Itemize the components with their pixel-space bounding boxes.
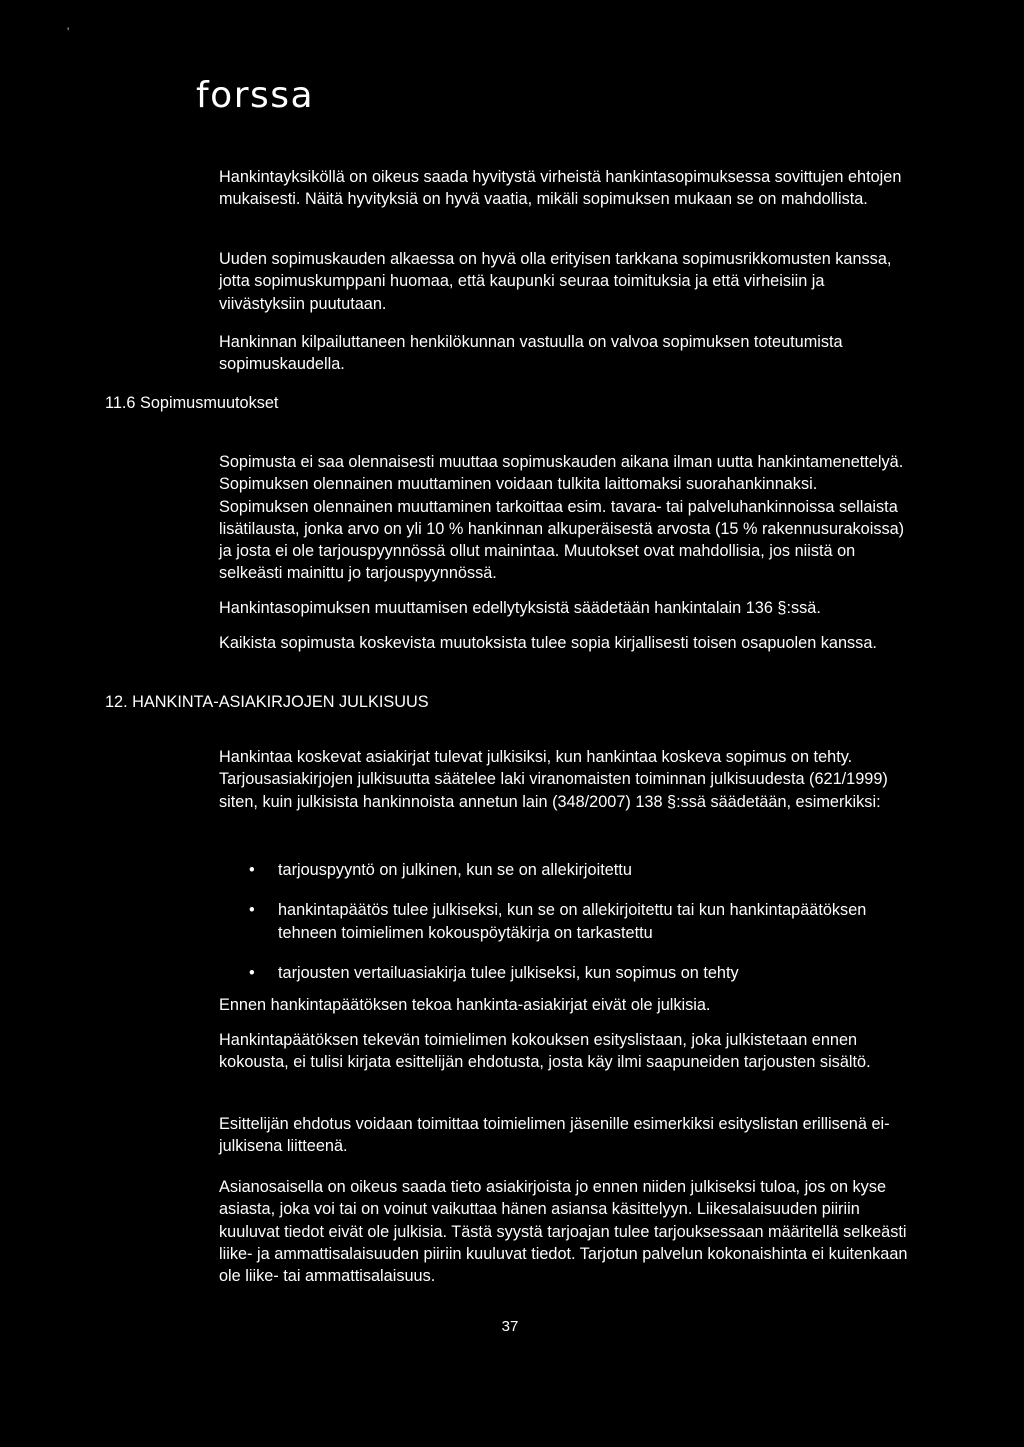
heading-sopimusmuutokset: 11.6 Sopimusmuutokset <box>105 394 279 412</box>
list-item-text: hankintapäätös tulee julkiseksi, kun se on allekirjoitettu tai kun hankintapäätöksen tehneen toimielimen kokouspöytäkirja on tarkastettu <box>278 901 867 942</box>
list-item <box>219 962 909 984</box>
bullet-icon: • <box>249 861 255 879</box>
forssa-logo: forssa <box>196 75 315 116</box>
list-item <box>219 859 909 881</box>
list-item-text: tarjousten vertailuasiakirja tulee julkiseksi, kun sopimus on tehty <box>278 963 739 982</box>
paragraph-valvonta: Hankinnan kilpailuttaneen henkilökunnan vastuulla on valvoa sopimuksen toteutumista sopimuskaudella. <box>219 333 843 374</box>
corner-mark: ' <box>67 25 70 39</box>
heading-julkisuus: 12. HANKINTA-ASIAKIRJOJEN JULKISUUS <box>105 693 429 711</box>
list-item-text: tarjouspyyntö on julkinen, kun se on allekirjoitettu <box>278 861 632 879</box>
paragraph-asianosainen: Asianosaisella on oikeus saada tieto asiakirjoista jo ennen niiden julkiseksi tuloa, jos on kyse asiasta, joka voi tai on voinut vaikuttaa hänen asiansa käsittelyyn. Liikesalaisuuden piiriin kuuluvat tiedot eivät ole julkisia. Tästä syystä tarjoajan tulee tarjouksessaan määritellä selkeästi liike- ja ammattisalaisuuden piiriin kuuluvat tiedot. Tarjotun palvelun kokonaishinta ei kuitenkaan ole liike- tai ammattisalaisuus. <box>219 1178 908 1286</box>
page-number: 37 <box>501 1318 519 1335</box>
julkisuus-list <box>219 859 909 984</box>
paragraph-sopimuskausi: Uuden sopimuskauden alkaessa on hyvä olla erityisen tarkkana sopimusrikkomusten kanssa, jotta sopimuskumppani huomaa, että kaupunki seuraa toimituksia ja että virheisiin ja viivästyksiin puututaan. <box>219 250 892 313</box>
paragraph-kirjallisesti: Kaikista sopimusta koskevista muutoksista tulee sopia kirjallisesti toisen osapuolen kanssa. <box>219 634 877 652</box>
paragraph-esityslista: Hankintapäätöksen tekevän toimielimen kokouksen esityslistaan, joka julkistetaan ennen kokousta, ei tulisi kirjata esittelijän ehdotusta, josta käy ilmi saapuneiden tarjousten sisältö. <box>219 1031 871 1072</box>
list-item <box>219 899 909 944</box>
paragraph-olennainen-muutos: Sopimusta ei saa olennaisesti muuttaa sopimuskauden aikana ilman uutta hankintamenettelyä. Sopimuksen olennainen muuttaminen voidaan tulkita laittomaksi suorahankinnaksi. Sopimuksen olennainen muuttaminen tarkoittaa esim. tavara- tai palveluhankinnoissa sellaista lisätilausta, jonka arvo on yli 10 % hankinnan alkuperäisestä arvosta (15 % rakennusurakoissa) ja josta ei ole tarjouspyynnössä ollut mainintaa. Muutokset ovat mahdollisia, jos niistä on selkeästi mainittu jo tarjouspyynnössä. <box>219 453 905 583</box>
paragraph-ennen-paatosta: Ennen hankintapäätöksen tekoa hankinta-asiakirjat eivät ole julkisia. <box>219 996 711 1014</box>
paragraph-julkisuus-intro: Hankintaa koskevat asiakirjat tulevat julkisiksi, kun hankintaa koskeva sopimus on tehty. Tarjousasiakirjojen julkisuutta säätelee laki viranomaisten toiminnan julkisuudesta (621/1999) siten, kuin julkisista hankinnoista annetun lain (348/2007) 138 §:ssä säädetään, esimerkiksi: <box>219 748 888 811</box>
bullet-icon: • <box>249 901 255 920</box>
bullet-icon: • <box>249 963 255 982</box>
paragraph-hankintalaki: Hankintasopimuksen muuttamisen edellytyksistä säädetään hankintalain 136 §:ssä. <box>219 599 821 617</box>
paragraph-esittelijan-ehdotus: Esittelijän ehdotus voidaan toimittaa toimielimen jäsenille esimerkiksi esityslistan erillisenä ei-julkisena liitteenä. <box>219 1115 890 1156</box>
paragraph-hyvitys: Hankintayksiköllä on oikeus saada hyvitystä virheistä hankintasopimuksessa sovittujen ehtojen mukaisesti. Näitä hyvityksiä on hyvä vaatia, mikäli sopimuksen mukaan se on mahdollista. <box>219 168 902 209</box>
